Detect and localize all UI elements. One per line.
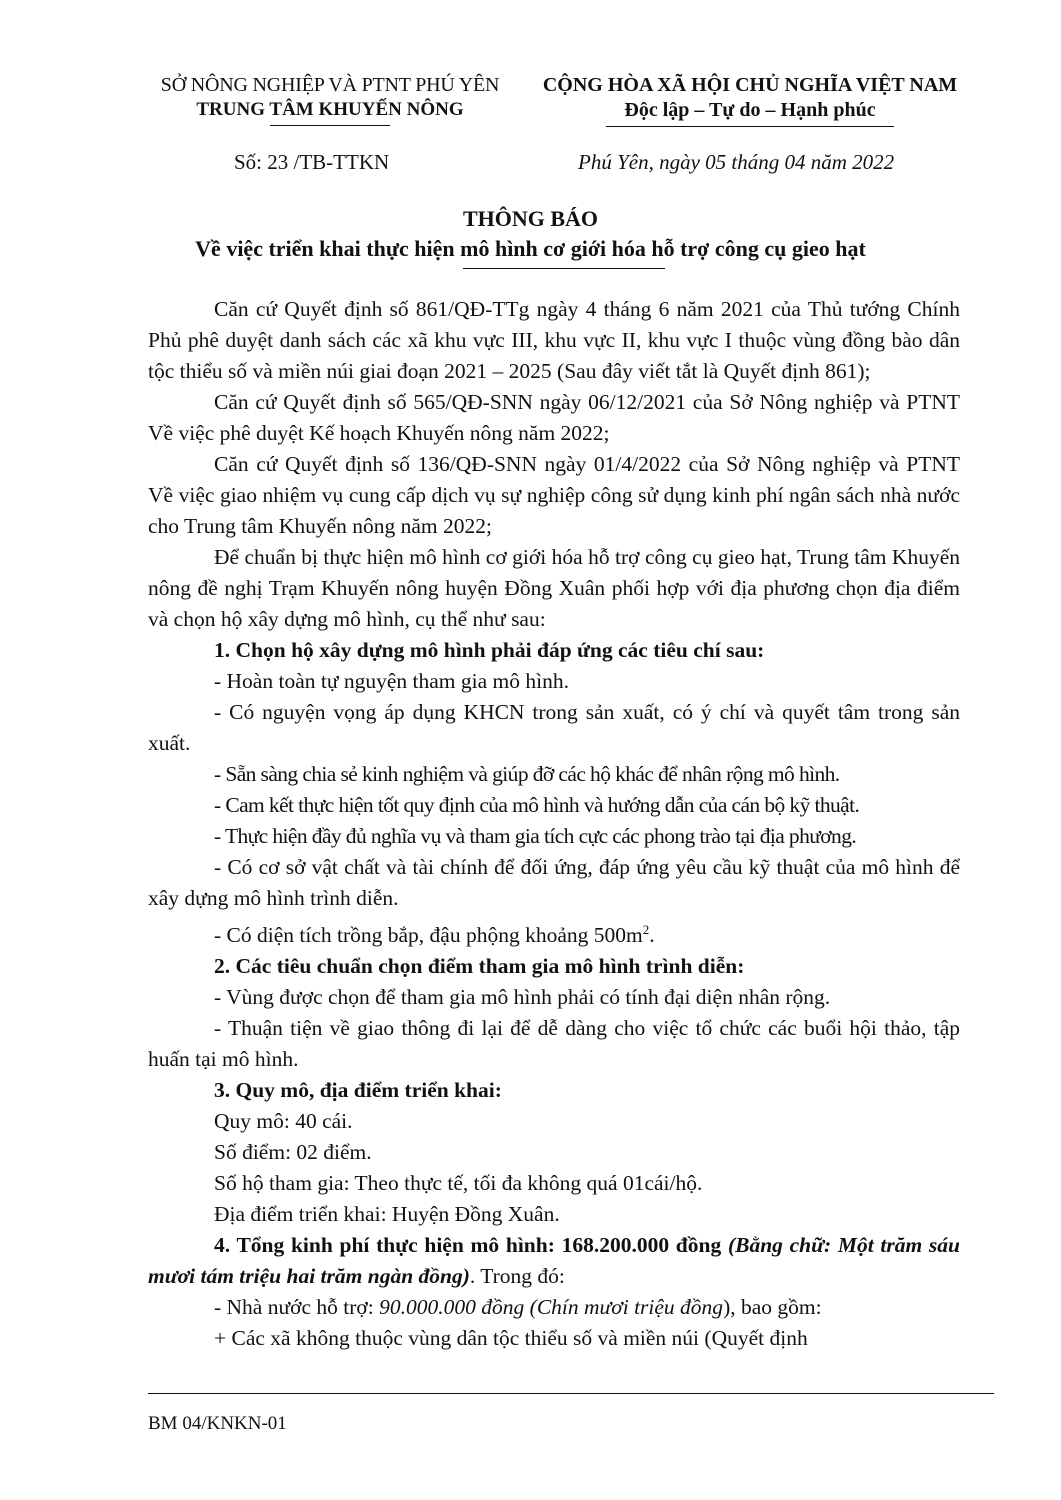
org-underline	[270, 125, 390, 126]
motto-underline	[606, 126, 894, 127]
list-item: Quy mô: 40 cái.	[214, 1109, 353, 1134]
support-prefix: - Nhà nước hỗ trợ:	[214, 1295, 380, 1320]
section-3-heading: 3. Quy mô, địa điểm triển khai:	[214, 1078, 502, 1103]
country-name: CỘNG HÒA XÃ HỘI CHỦ NGHĨA VIỆT NAM	[542, 74, 958, 96]
paragraph-legal-basis-2: Căn cứ Quyết định số 565/QĐ-SNN ngày 06/12/2021 của Sở Nông nghiệp và PTNT Về việc phê duyệt Kế hoạch Khuyến nông năm 2022;	[148, 390, 960, 445]
support-suffix: ), bao gồm:	[723, 1295, 822, 1320]
document-number: Số: 23 /TB-TTKN	[234, 150, 390, 174]
national-motto: Độc lập – Tự do – Hạnh phúc	[624, 99, 876, 121]
list-item: Số hộ tham gia: Theo thực tế, tối đa không quá 01cái/hộ.	[214, 1171, 703, 1196]
section-2-heading: 2. Các tiêu chuẩn chọn điểm tham gia mô hình trình diễn:	[214, 954, 745, 979]
list-item: - Cam kết thực hiện tốt quy định của mô hình và hướng dẫn của cán bộ kỹ thuật.	[214, 793, 860, 817]
section-4-heading	[148, 1230, 960, 1292]
list-item: - Thuận tiện về giao thông đi lại để dễ dàng cho việc tổ chức các buổi hội thảo, tập huấn tại mô hình.	[148, 1016, 960, 1072]
center-name: TRUNG TÂM KHUYẾN NÔNG	[196, 99, 464, 120]
list-item: - Thực hiện đầy đủ nghĩa vụ và tham gia tích cực các phong trào tại địa phương.	[214, 824, 857, 848]
support-amount: 90.000.000 đồng (Chín mươi triệu đồng	[379, 1295, 724, 1320]
form-code: BM 04/KNKN-01	[148, 1413, 287, 1434]
title-underline	[463, 268, 665, 269]
paragraph-legal-basis-3: Căn cứ Quyết định số 136/QĐ-SNN ngày 01/4/2022 của Sở Nông nghiệp và PTNT Về việc giao nhiệm vụ cung cấp dịch vụ sự nghiệp công sử dụng kinh phí ngân sách nhà nước cho Trung tâm Khuyến nông năm 2022;	[148, 452, 960, 538]
total-budget-tail: . Trong đó:	[469, 1264, 565, 1289]
state-support-line	[148, 1292, 960, 1323]
footer-divider	[148, 1393, 994, 1394]
section-1-heading: 1. Chọn hộ xây dựng mô hình phải đáp ứng các tiêu chí sau:	[214, 638, 765, 662]
paragraph-legal-basis-1: Căn cứ Quyết định số 861/QĐ-TTg ngày 4 tháng 6 năm 2021 của Thủ tướng Chính Phủ phê duyệt danh sách các xã khu vực III, khu vực II, khu vực I thuộc vùng đồng bào dân tộc thiểu số và miền núi giai đoạn 2021 – 2025 (Sau đây viết tắt là Quyết định 861);	[148, 297, 960, 383]
document-subtitle: Về việc triển khai thực hiện mô hình cơ giới hóa hỗ trợ công cụ gieo hạt	[195, 236, 866, 261]
document-body	[148, 294, 960, 1354]
issuing-organization	[140, 74, 520, 126]
national-header	[520, 74, 980, 127]
total-budget-in-words: (Bằng chữ: Một trăm sáu mươi tám triệu hai trăm ngàn đồng)	[148, 1233, 960, 1289]
date-line: Phú Yên, ngày 05 tháng 04 năm 2022	[578, 150, 895, 174]
list-item: Địa điểm triển khai: Huyện Đồng Xuân.	[214, 1202, 560, 1227]
paragraph-intro: Để chuẩn bị thực hiện mô hình cơ giới hóa hỗ trợ công cụ gieo hạt, Trung tâm Khuyến nông đề nghị Trạm Khuyến nông huyện Đồng Xuân phối hợp với địa phương chọn địa điểm và chọn hộ xây dựng mô hình, cụ thể như sau:	[148, 545, 960, 631]
list-item: - Vùng được chọn để tham gia mô hình phải có tính đại diện nhân rộng.	[214, 985, 831, 1010]
total-budget: 4. Tổng kinh phí thực hiện mô hình: 168.200.000 đồng	[214, 1233, 722, 1258]
list-item: + Các xã không thuộc vùng dân tộc thiểu số và miền núi (Quyết định	[214, 1326, 808, 1351]
area-text: - Có diện tích trồng bắp, đậu phộng khoảng 500m	[214, 923, 643, 948]
list-item: - Hoàn toàn tự nguyện tham gia mô hình.	[214, 669, 569, 693]
area-unit-superscript: 2	[642, 922, 650, 937]
list-item-area	[148, 914, 960, 951]
department-name: SỞ NÔNG NGHIỆP VÀ PTNT PHÚ YÊN	[160, 74, 500, 96]
document-title: THÔNG BÁO	[462, 206, 599, 231]
list-item: - Có cơ sở vật chất và tài chính để đối ứng, đáp ứng yêu cầu kỹ thuật của mô hình để xây dựng mô hình trình diễn.	[148, 855, 960, 910]
list-item: - Sẵn sàng chia sẻ kinh nghiệm và giúp đỡ các hộ khác để nhân rộng mô hình.	[214, 762, 840, 786]
area-end: .	[649, 923, 655, 948]
list-item: - Có nguyện vọng áp dụng KHCN trong sản xuất, có ý chí và quyết tâm trong sản xuất.	[148, 700, 960, 755]
list-item: Số điểm: 02 điểm.	[214, 1140, 372, 1165]
